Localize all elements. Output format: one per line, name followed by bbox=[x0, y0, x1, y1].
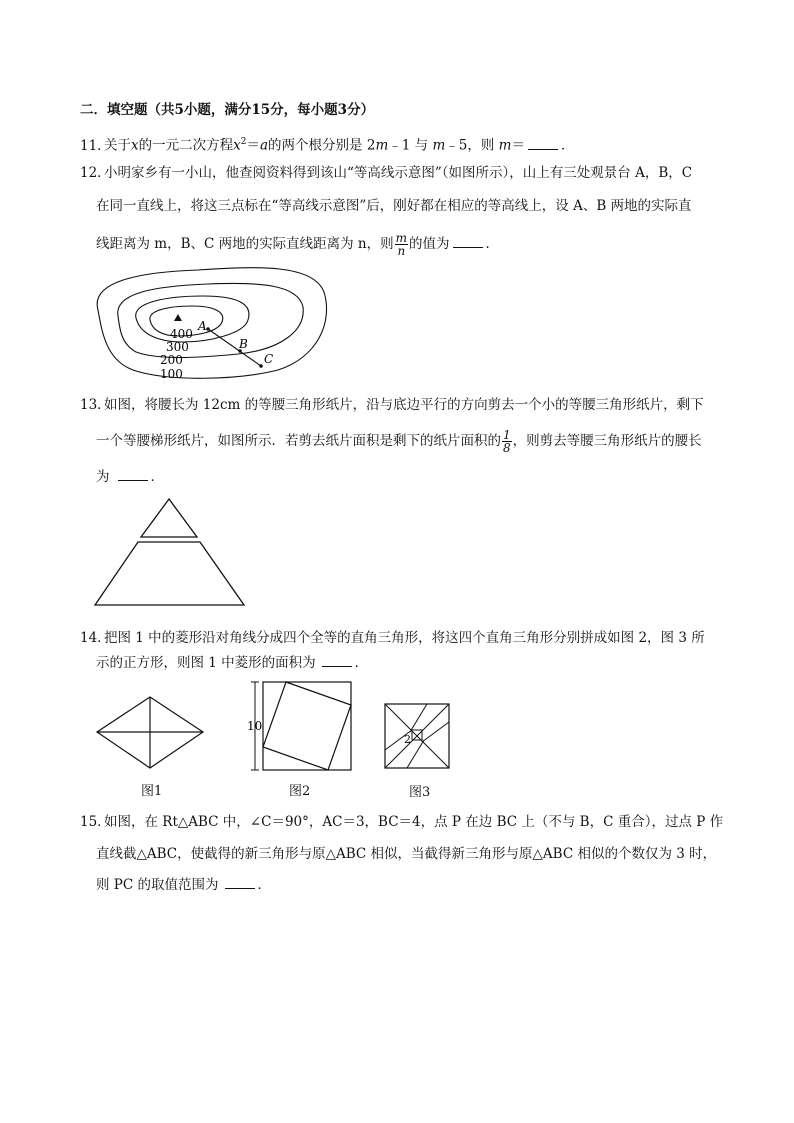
figure-2-square bbox=[246, 680, 354, 772]
question-number: 13． bbox=[80, 397, 111, 413]
point-c bbox=[259, 364, 263, 368]
contour-label-400: 400 bbox=[170, 327, 193, 341]
point-a bbox=[206, 327, 210, 331]
question-13-line-1: 13．如图，将腰长为 12cm 的等腰三角形纸片，沿与底边平行的方向剪去一个小的等腰三角形纸片，剩下 bbox=[80, 397, 704, 413]
question-number: 15． bbox=[80, 814, 111, 830]
question-13-line-3: 为 ． bbox=[96, 469, 164, 485]
contour-label-100: 100 bbox=[160, 367, 183, 381]
contour-map-figure bbox=[88, 262, 338, 384]
question-12-line-2: 在同一直线上，将这三点标在“等高线示意图”后，刚好都在相应的等高线上，设 A、B 两地的实际直 bbox=[96, 198, 692, 214]
answer-blank[interactable] bbox=[118, 468, 148, 481]
summit-icon bbox=[174, 314, 182, 321]
section-title: 二．填空题（共5小题，满分15分，每小题3分） bbox=[80, 102, 375, 118]
point-label-c: C bbox=[264, 352, 274, 366]
contour-label-300: 300 bbox=[166, 340, 189, 354]
figure-1-rhombus bbox=[94, 694, 206, 772]
question-12-line-1: 12．小明家乡有一小山，他查阅资料得到该山“等高线示意图”（如图所示），山上有三处观景台 A，B，C bbox=[80, 165, 693, 181]
small-triangle bbox=[141, 499, 197, 537]
point-label-a: A bbox=[198, 319, 207, 333]
fraction-one-eighth: $\frac{1}{8}$ bbox=[503, 428, 511, 455]
question-15-line-1: 15．如图，在 Rt△ABC 中，∠C＝90°，AC＝3，BC＝4，点 P 在边 BC 上（不与 B，C 重合），过点 P 作 bbox=[80, 814, 724, 830]
question-number: 14． bbox=[80, 630, 111, 646]
question-number: 12． bbox=[80, 165, 111, 181]
contour-200 bbox=[118, 283, 303, 357]
inner-square-label: 2 bbox=[404, 733, 411, 746]
answer-blank[interactable] bbox=[225, 876, 255, 889]
trapezoid bbox=[95, 542, 244, 605]
answer-blank[interactable] bbox=[453, 235, 483, 248]
question-13-line-2: 一个等腰梯形纸片，如图所示．若剪去纸片面积是剩下的纸片面积的 $\frac{1}{8}$ ，则剪去等腰三角形纸片的腰长 bbox=[96, 428, 702, 455]
question-number: 11． bbox=[80, 137, 111, 154]
side-length-label: 10 bbox=[247, 719, 263, 733]
question-12-line-3: 线距离为 m，B、C 两地的实际直线距离为 n，则 $\frac{m}{n}$ 的值为 ． bbox=[96, 231, 500, 258]
figure-3-square bbox=[382, 702, 452, 772]
caption-figure-2: 图2 bbox=[289, 784, 311, 799]
question-11: 11．关于x的一元二次方程$x^2=a$的两个根分别是 2m﹣1 与 m﹣5，则 m＝ ． bbox=[80, 137, 575, 154]
caption-figure-1: 图1 bbox=[141, 784, 163, 799]
triangle-trapezoid-figure bbox=[92, 495, 252, 609]
answer-blank[interactable] bbox=[528, 137, 558, 150]
point-label-b: B bbox=[239, 337, 248, 351]
question-14-line-2: 示的正方形，则图 1 中菱形的面积为 ． bbox=[96, 655, 369, 671]
contour-label-200: 200 bbox=[160, 353, 183, 367]
caption-figure-3: 图3 bbox=[409, 785, 431, 800]
question-14-line-1: 14．把图 1 中的菱形沿对角线分成四个全等的直角三角形，将这四个直角三角形分别拼成如图 2，图 3 所 bbox=[80, 630, 705, 646]
fraction-m-over-n: $\frac{m}{n}$ bbox=[395, 231, 408, 258]
answer-blank[interactable] bbox=[322, 654, 352, 667]
question-15-line-3: 则 PC 的取值范围为 ． bbox=[96, 877, 271, 893]
line-abc bbox=[208, 329, 261, 366]
question-15-line-2: 直线截△ABC，使截得的新三角形与原△ABC 相似，当截得新三角形与原△ABC 相似的个数仅为 3 时， bbox=[96, 846, 717, 862]
